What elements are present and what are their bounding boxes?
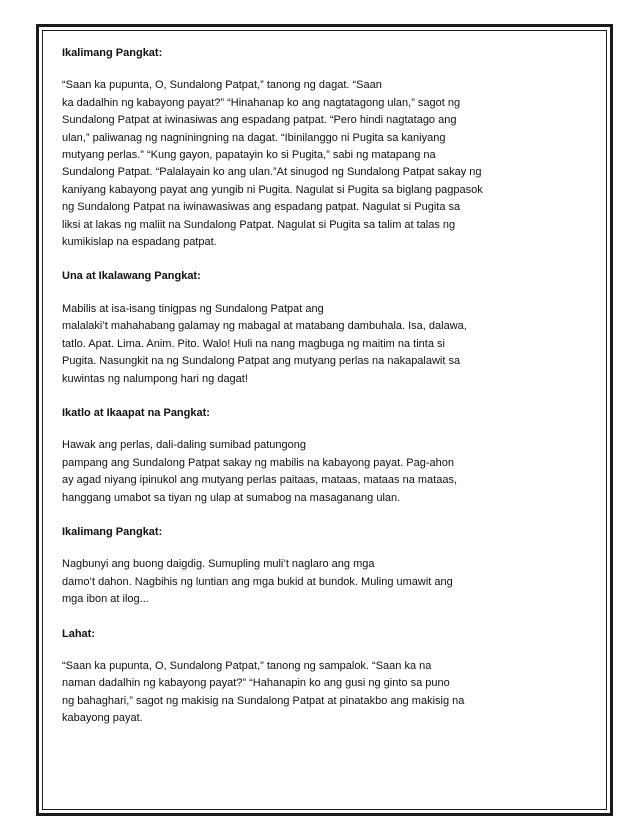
section-paragraph	[62, 437, 567, 507]
section-heading: Una at Ikalawang Pangkat:	[62, 270, 201, 283]
paragraph-line: mga ibon at ilog...	[62, 593, 149, 606]
document-body	[62, 45, 567, 728]
section-paragraph	[62, 556, 567, 608]
paragraph-line: damo’t dahon. Nagbihis ng luntian ang mga bukid at bundok. Muling umawit ang	[62, 575, 453, 588]
paragraph-line: kaniyang kabayong payat ang yungib ni Pugita. Nagulat si Pugita sa biglang pagpasok	[62, 183, 483, 196]
paragraph-line: malalaki’t mahahabang galamay ng mabagal at matabang dambuhala. Isa, dalawa,	[62, 320, 467, 333]
paragraph-line: liksi at lakas ng maliit na Sundalong Patpat. Nagulat si Pugita sa talim at talas ng	[62, 218, 456, 231]
section-heading: Lahat:	[62, 627, 95, 640]
paragraph-line: hanggang umabot sa tiyan ng ulap at sumabog na masaganang ulan.	[62, 491, 401, 504]
paragraph-line: “Saan ka pupunta, O, Sundalong Patpat,” tanong ng sampalok. “Saan ka na	[62, 659, 432, 672]
section-heading: Ikalimang Pangkat:	[62, 525, 163, 538]
paragraph-line: kabayong payat.	[62, 712, 143, 725]
paragraph-line: ka dadalhin ng kabayong payat?” “Hinahanap ko ang nagtatagong ulan,” sagot ng	[62, 96, 461, 109]
paragraph-line: Nagbunyi ang buong daigdig. Sumupling muli’t naglaro ang mga	[62, 558, 375, 571]
paragraph-line: ay agad niyang ipinukol ang mutyang perlas paitaas, mataas, mataas na mataas,	[62, 474, 458, 487]
section-heading: Ikalimang Pangkat:	[62, 47, 163, 59]
paragraph-line: pampang ang Sundalong Patpat sakay ng mabilis na kabayong payat. Pag-ahon	[62, 456, 455, 469]
section-paragraph	[62, 658, 567, 728]
paragraph-line: ulan,” paliwanag ng nagniningning na dagat. “Ibinilanggo ni Pugita sa kaniyang	[62, 131, 446, 144]
paragraph-line: kumikislap na espadang patpat.	[62, 236, 217, 249]
paragraph-line: “Saan ka pupunta, O, Sundalong Patpat,” tanong ng dagat. “Saan	[62, 79, 382, 92]
paragraph-line: Pugita. Nasungkit na ng Sundalong Patpat ang mutyang perlas na nakapalawit sa	[62, 355, 461, 368]
paragraph-line: Mabilis at isa-isang tinigpas ng Sundalong Patpat ang	[62, 302, 324, 315]
paragraph-line: kuwintas ng nalumpong hari ng dagat!	[62, 372, 248, 385]
paragraph-line: tatlo. Apat. Lima. Anim. Pito. Walo! Huli na nang magbuga ng maitim na tinta si	[62, 337, 445, 350]
paragraph-line: Sundalong Patpat. “Palalayain ko ang ulan.”At sinugod ng Sundalong Patpat sakay ng	[62, 166, 482, 179]
section-paragraph	[62, 301, 567, 388]
paragraph-line: ng Sundalong Patpat na iwinawasiwas ang espadang patpat. Nagulat si Pugita sa	[62, 201, 461, 214]
paragraph-line: mutyang perlas.” “Kung gayon, papatayin ko si Pugita,” sabi ng matapang na	[62, 149, 436, 162]
section-heading: Ikatlo at Ikaapat na Pangkat:	[62, 406, 210, 419]
paragraph-line: Hawak ang perlas, dali-daling sumibad patungong	[62, 439, 306, 452]
paragraph-line: Sundalong Patpat at iwinasiwas ang espadang patpat. “Pero hindi nagtatago ang	[62, 114, 457, 127]
section-paragraph	[62, 77, 567, 251]
paragraph-line: naman dadalhin ng kabayong payat?” “Hahanapin ko ang gusi ng ginto sa puno	[62, 677, 450, 690]
paragraph-line: ng bahaghari,” sagot ng makisig na Sundalong Patpat at pinatakbo ang makisig na	[62, 694, 465, 707]
